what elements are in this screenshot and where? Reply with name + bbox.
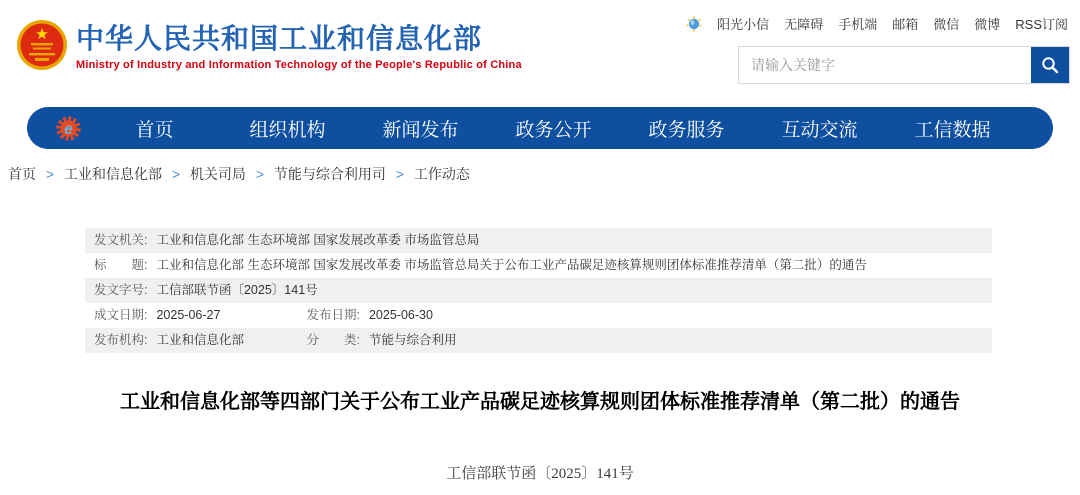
doc-info-row-publisher bbox=[85, 328, 992, 353]
nav-item-news[interactable]: 新闻发布 bbox=[382, 119, 459, 141]
doc-info-row-dates bbox=[85, 303, 992, 328]
top-link-wechat[interactable]: 微信 bbox=[933, 17, 960, 32]
doc-info-value: 2025-06-30 bbox=[368, 308, 433, 322]
doc-info-label: 发布机构: bbox=[94, 333, 148, 347]
miit-gear-e-logo-icon bbox=[55, 115, 82, 142]
doc-info-label: 成文日期: bbox=[94, 308, 148, 322]
doc-info-label: 发文字号: bbox=[94, 283, 148, 297]
top-link-sunshine[interactable]: 阳光小信 bbox=[717, 17, 770, 32]
sunshine-mascot-icon bbox=[686, 16, 702, 32]
doc-info-label: 发文机关: bbox=[94, 233, 148, 247]
top-links bbox=[686, 14, 1068, 33]
doc-info-row-title bbox=[85, 253, 992, 278]
top-link-mail[interactable]: 邮箱 bbox=[892, 17, 919, 32]
breadcrumb-miit[interactable]: 工业和信息化部 bbox=[63, 166, 162, 182]
breadcrumb-energy-dept[interactable]: 节能与综合利用司 bbox=[273, 166, 386, 182]
breadcrumb-departments[interactable]: 机关司局 bbox=[189, 166, 246, 182]
nav-item-gov-disclosure[interactable]: 政务公开 bbox=[515, 119, 592, 141]
magnifier-icon bbox=[1040, 55, 1060, 75]
breadcrumb-separator: > bbox=[171, 166, 181, 182]
doc-info-value: 工信部联节函〔2025〕141号 bbox=[156, 283, 318, 297]
search-box bbox=[738, 46, 1070, 84]
doc-info-row-issuing-agency bbox=[85, 228, 992, 253]
doc-info-table bbox=[85, 228, 992, 353]
search-button[interactable] bbox=[1031, 47, 1069, 83]
doc-info-value: 2025-06-27 bbox=[156, 308, 221, 322]
breadcrumb-work-updates[interactable]: 工作动态 bbox=[413, 166, 470, 182]
svg-text:e: e bbox=[64, 120, 73, 138]
top-link-mobile[interactable]: 手机端 bbox=[838, 17, 878, 32]
doc-info-value: 工业和信息化部 生态环境部 国家发展改革委 市场监管总局 bbox=[156, 233, 480, 247]
top-link-rss[interactable]: RSS订阅 bbox=[1015, 17, 1068, 32]
nav-item-organization[interactable]: 组织机构 bbox=[249, 119, 326, 141]
main-nav bbox=[27, 107, 1053, 149]
article-title: 工业和信息化部等四部门关于公布工业产品碳足迹核算规则团体标准推荐清单（第二批）的通告 bbox=[120, 391, 960, 413]
nav-item-gov-services[interactable]: 政务服务 bbox=[648, 119, 725, 141]
doc-info-label: 发布日期: bbox=[306, 308, 360, 322]
breadcrumb bbox=[0, 149, 1080, 192]
top-link-weibo[interactable]: 微博 bbox=[974, 17, 1001, 32]
site-title[interactable]: 中华人民共和国工业和信息化部 bbox=[76, 23, 483, 54]
site-header bbox=[0, 0, 1080, 100]
breadcrumb-home[interactable]: 首页 bbox=[8, 166, 36, 182]
doc-info-value: 工业和信息化部 生态环境部 国家发展改革委 市场监管总局关于公布工业产品碳足迹核算规则团体标准推荐清单（第二批）的通告 bbox=[156, 258, 867, 272]
doc-info-label: 标 题: bbox=[94, 258, 148, 272]
breadcrumb-separator: > bbox=[45, 166, 55, 182]
breadcrumb-separator: > bbox=[395, 166, 404, 182]
site-logo[interactable] bbox=[76, 22, 522, 71]
site-subtitle: Ministry of Industry and Information Technology of the People's Republic of China bbox=[76, 58, 522, 71]
national-emblem-icon bbox=[16, 18, 68, 74]
nav-item-home[interactable]: 首页 bbox=[135, 119, 174, 141]
doc-info-label: 分 类: bbox=[306, 333, 360, 347]
doc-info-value: 工业和信息化部 bbox=[156, 333, 244, 347]
nav-item-interaction[interactable]: 互动交流 bbox=[781, 119, 858, 141]
breadcrumb-separator: > bbox=[255, 166, 265, 182]
article-doc-number: 工信部联节函〔2025〕141号 bbox=[446, 466, 634, 482]
search-input[interactable] bbox=[739, 47, 1031, 83]
doc-info-value: 节能与综合利用 bbox=[368, 333, 457, 347]
nav-item-miit-data[interactable]: 工信数据 bbox=[914, 119, 991, 141]
top-link-accessibility[interactable]: 无障碍 bbox=[784, 17, 824, 32]
doc-info-row-doc-number bbox=[85, 278, 992, 303]
